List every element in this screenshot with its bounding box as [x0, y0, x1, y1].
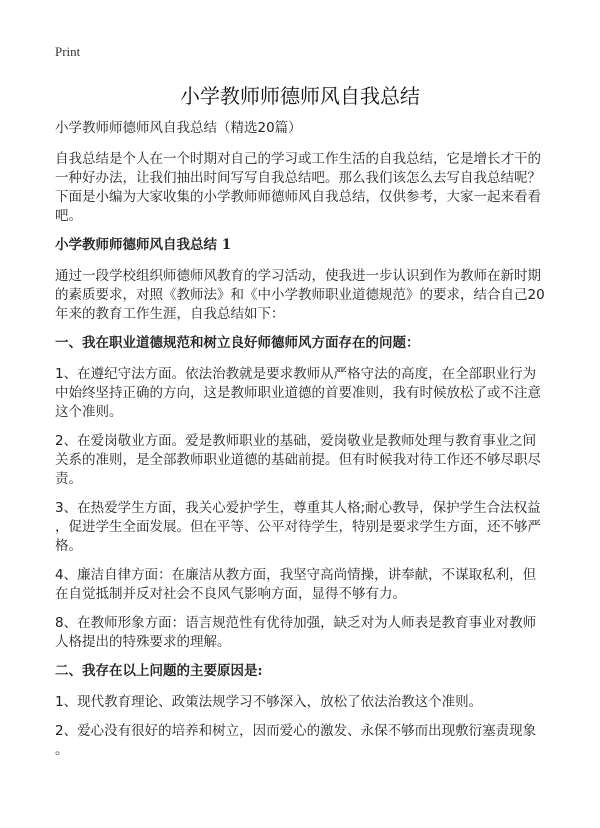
- text-line: 8、在教师形象方面：语言规范性有优待加强，缺乏对为人师表是教育事业对教师: [55, 615, 537, 631]
- intro-paragraph: [55, 150, 585, 226]
- text-line: 人格提出的特殊要求的理解。: [55, 634, 231, 650]
- text-line: 1、在遵纪守法方面。依法治教就是要求教师从严格守法的高度，在全部职业行为: [55, 366, 537, 382]
- text-line: 2、在爱岗敬业方面。爱是教师职业的基础，爱岗敬业是教师处理与教育事业之间: [55, 433, 537, 449]
- page-title: 小学教师师德师风自我总结: [180, 84, 420, 108]
- problems-heading: 一、我在职业道德规范和树立良好师德师风方面存在的问题：: [55, 335, 420, 351]
- document-body: [55, 119, 585, 770]
- section-heading: 小学教师师德师风自我总结 1: [55, 237, 232, 253]
- reasons-heading: 二、我存在以上问题的主要原因是:: [55, 663, 263, 679]
- text-line: 1、现代教育理论、政策法规学习不够深入，放松了依法治教这个准则。: [55, 694, 483, 710]
- text-line: ，促进学生全面发展。但在平等、公平对待学生，特别是要求学生方面，还不够严: [55, 519, 541, 535]
- text-line: 年来的教育工作生涯，自我总结如下：: [55, 306, 285, 322]
- text-line: 中始终坚持正确的方向，这是教师职业道德的首要准则，我有时候放松了或不注意: [55, 385, 541, 401]
- text-line: 责。: [55, 471, 82, 487]
- text-line: 在自觉抵制并反对社会不良风气影响方面，显得不够有力。: [55, 586, 406, 602]
- text-line: 通过一段学校组织师德师风教育的学习活动，使我进一步认识到作为教师在新时期: [55, 268, 541, 284]
- text-line: 这个准则。: [55, 404, 123, 420]
- reason-item: [55, 693, 585, 712]
- reason-item: [55, 722, 585, 760]
- text-line: 。: [55, 742, 69, 758]
- text-line: 下面是小编为大家收集的小学教师师德师风自我总结，仅供参考，大家一起来看看: [55, 189, 541, 205]
- problem-item: [55, 614, 585, 652]
- text-line: 的素质要求，对照《教师法》和《中小学教师职业道德规范》的要求，结合自己20: [55, 287, 545, 303]
- text-line: 一种好办法，让我们抽出时间写写自我总结吧。那么我们该怎么去写自我总结呢？: [55, 170, 541, 186]
- problem-item: [55, 365, 585, 422]
- text-line: 自我总结是个人在一个时期对自己的学习或工作生活的自我总结，它是增长才干的: [55, 151, 541, 167]
- text-line: 关系的准则，是全部教师职业道德的基础前提。但有时候我对待工作还不够尽职尽: [55, 452, 541, 468]
- print-link[interactable]: Print: [55, 44, 81, 59]
- subtitle: 小学教师师德师风自我总结（精选20篇）: [55, 120, 302, 136]
- text-line: 3、在热爱学生方面，我关心爱护学生，尊重其人格;耐心教导，保护学生合法权益: [55, 500, 541, 516]
- text-line: 格。: [55, 538, 82, 554]
- text-line: 吧。: [55, 208, 82, 224]
- text-line: 4、廉洁自律方面：在廉洁从教方面，我坚守高尚情操，讲奉献，不谋取私利，但: [55, 567, 537, 583]
- problem-item: [55, 566, 585, 604]
- problem-item: [55, 432, 585, 489]
- text-line: 2、爱心没有很好的培养和树立，因而爱心的激发、永保不够而出现敷衍塞责现象: [55, 723, 537, 739]
- section-intro-paragraph: [55, 267, 585, 324]
- problem-item: [55, 499, 585, 556]
